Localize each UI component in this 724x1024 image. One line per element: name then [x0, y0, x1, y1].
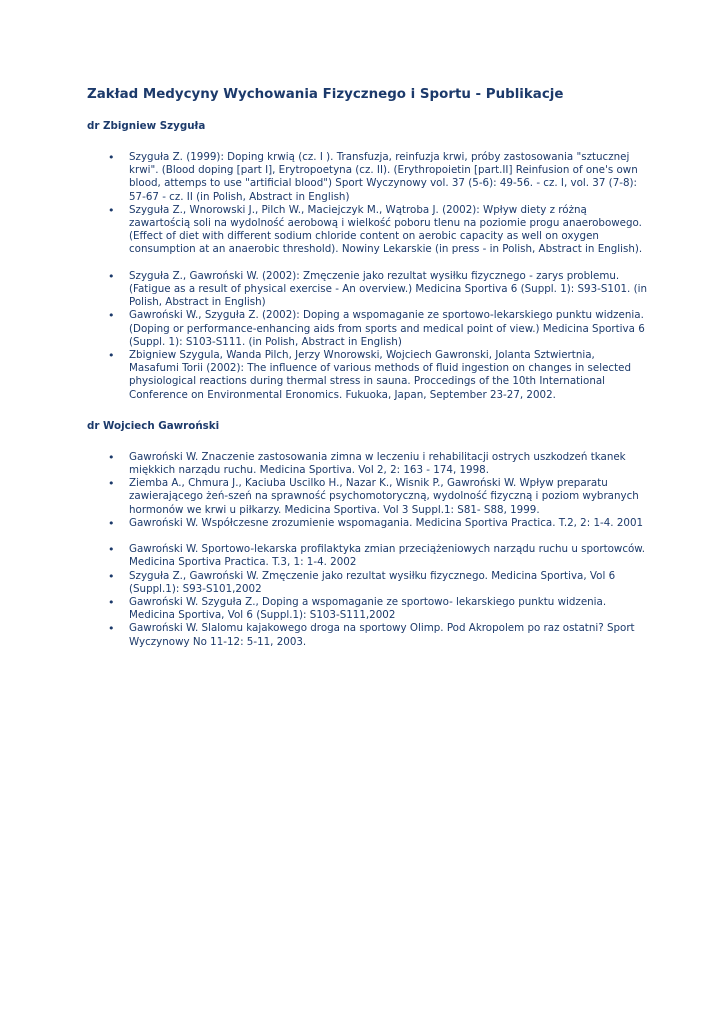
publication-text: Gawroński W. Slalomu kajakowego droga na sportowy Olimp. Pod Akropolem po raz ostatni? Sport Wyczynowy No 11-12: 5-11, 2003. — [129, 622, 635, 648]
publication-text: Zbigniew Szygula, Wanda Pilch, Jerzy Wnorowski, Wojciech Gawronski, Jolanta Sztwiertnia, Masafumi Torii (2002): The influence of various methods of fluid ingestion on changes in selected physiological reactions during thermal stress in sauna. Proccedings of the 10th International Conference on Environmental Eronomics. Fukuoka, Japan, September 23-27, 2002. — [129, 348, 632, 401]
list-item — [87, 477, 647, 517]
section-heading-gawronski: dr Wojciech Gawroński — [87, 419, 220, 432]
list-item — [87, 151, 647, 204]
list-item — [87, 570, 647, 596]
bullet-icon: • — [108, 477, 115, 491]
publication-text: Szyguła Z., Gawroński W. Zmęczenie jako rezultat wysiłku fizycznego. Medicina Sportiva, Vol 6 (Suppl.1): S93-S101,2002 — [129, 569, 616, 595]
list-item — [87, 349, 647, 402]
bullet-icon: • — [108, 595, 115, 609]
bullet-icon: • — [108, 269, 115, 283]
publication-list-gawronski — [87, 451, 647, 649]
bullet-icon: • — [108, 543, 115, 557]
publication-text: Gawroński W., Szyguła Z. (2002): Doping a wspomaganie ze sportowo-lekarskiego punktu widzenia. (Doping or performance-enhancing aids from sports and medical point of view.) Medicina Sportiva 6 (Suppl. 1): S103-S111. (in Polish, Abstract in English) — [129, 309, 645, 348]
publication-text: Gawroński W. Szyguła Z., Doping a wspomaganie ze sportowo- lekarskiego punktu widzenia. Medicina Sportiva, Vol 6 (Suppl.1): S103-S111,2002 — [129, 595, 607, 622]
bullet-icon: • — [108, 203, 115, 217]
publication-list-szygula — [87, 151, 647, 402]
section-heading-szygula: dr Zbigniew Szyguła — [87, 120, 206, 132]
list-item — [87, 543, 647, 569]
bullet-icon: • — [108, 569, 115, 583]
list-item — [87, 517, 647, 543]
publication-text: Szyguła Z. (1999): Doping krwią (cz. I ). Transfuzja, reinfuzja krwi, próby zastosowania "sztucznej krwi". (Blood doping [part I], Erytropoetyna (cz. II). (Erythropoietin [part.II] Reinfusion of one's own blood, attemps to use "artificial blood") Sport Wyczynowy vol. 37 (5-6): 49-56. - cz. I, vol. 37 (7-8): 57-67 - cz. II (in Polish, Abstract in English) — [129, 151, 638, 203]
publication-text: Gawroński W. Znaczenie zastosowania zimna w leczeniu i rehabilitacji ostrych uszkodzeń tkanek miękkich narządu ruchu. Medicina Sportiva. Vol 2, 2: 163 - 174, 1998. — [129, 450, 626, 476]
bullet-icon: • — [108, 516, 115, 530]
list-item — [87, 622, 647, 648]
bullet-icon: • — [108, 348, 115, 362]
bullet-icon: • — [108, 622, 115, 636]
bullet-icon: • — [108, 151, 115, 164]
publication-text: Gawroński W. Współczesne zrozumienie wspomagania. Medicina Sportiva Practica. T.2, 2: 1-4. 2001 — [129, 516, 644, 529]
document-page — [87, 86, 647, 649]
publication-text: Ziemba A., Chmura J., Kaciuba Uscilko H., Nazar K., Wisnik P., Gawroński W. Wpływ preparatu zawierającego żeń-szeń na sprawność psychomotoryczną, wydolność fizyczną i poziom wybranych hormonów we krwi u piłkarzy. Medicina Sportiva. Vol 3 Suppl.1: S81- S88, 1999. — [129, 477, 639, 516]
bullet-icon: • — [108, 450, 115, 464]
list-item — [87, 270, 647, 310]
list-item — [87, 451, 647, 477]
bullet-icon: • — [108, 309, 115, 323]
list-item — [87, 309, 647, 349]
list-item — [87, 596, 647, 622]
page-title: Zakład Medycyny Wychowania Fizycznego i Sportu - Publikacje — [87, 87, 564, 102]
publication-text: Szyguła Z., Gawroński W. (2002): Zmęczenie jako rezultat wysiłku fizycznego - zarys problemu. (Fatigue as a result of physical exercise - An overview.) Medicina Sportiva 6 (Suppl. 1): S93-S101. (in Polish, Abstract in English) — [129, 269, 647, 309]
list-item — [87, 204, 647, 270]
publication-text: Szyguła Z., Wnorowski J., Pilch W., Maciejczyk M., Wątroba J. (2002): Wpływ diety z różną zawartością soli na wydolność aerobową i wielkość poboru tlenu na poziomie progu anaerobowego. (Effect of diet with different sodium chloride content on aerobic capacity as well on oxygen consumption at an anaerobic threshold). Nowiny Lekarskie (in press - in Polish, Abstract in English). — [129, 203, 643, 256]
publication-text: Gawroński W. Sportowo-lekarska profilaktyka zmian przeciążeniowych narządu ruchu u sportowców. Medicina Sportiva Practica. T.3, 1: 1-4. 2002 — [129, 543, 646, 569]
